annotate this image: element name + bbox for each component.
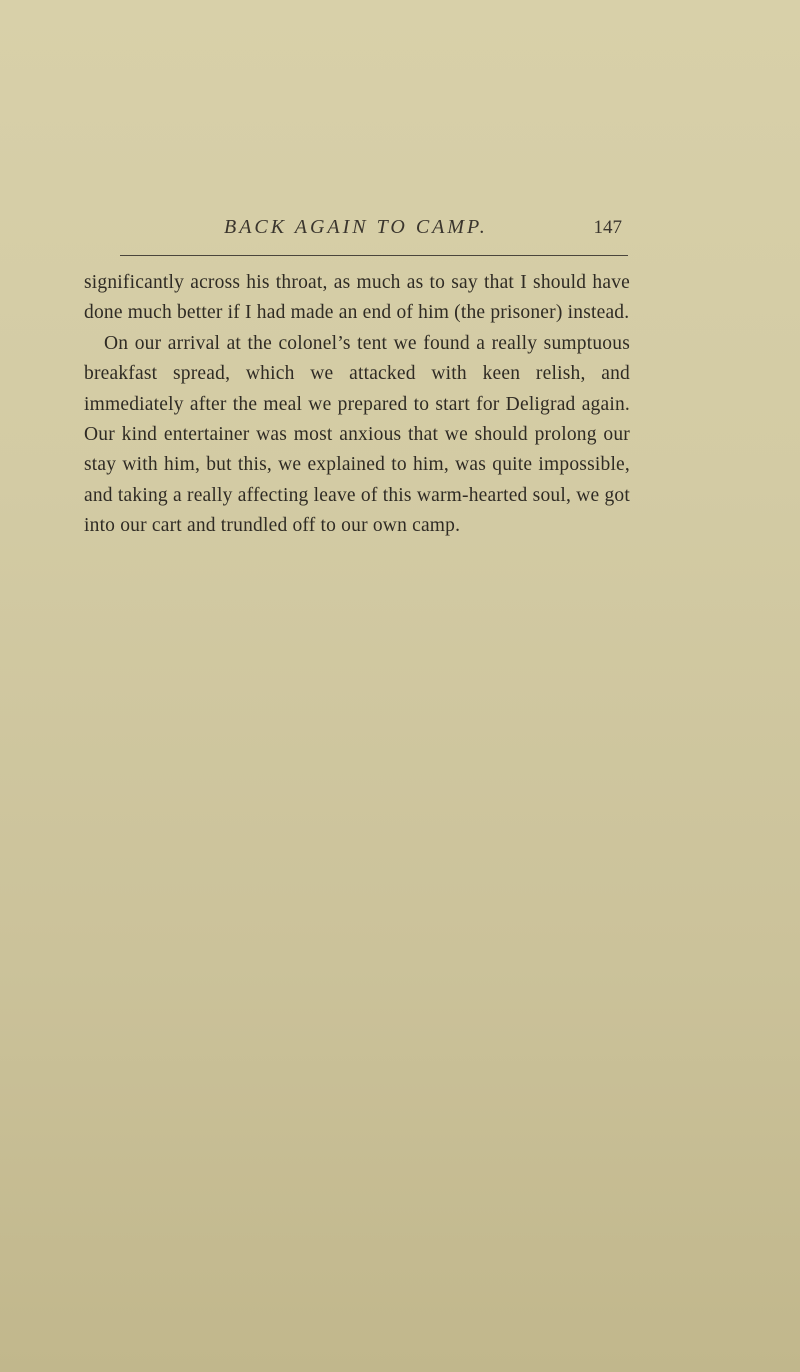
paragraph-continued: significantly across his throat, as much as to say that I should have done much better if I had made an end of him (the prisoner) instead. (84, 272, 630, 324)
page-number: 147 (593, 217, 622, 238)
header-rule (120, 255, 628, 256)
paragraph: On our arrival at the colonel’s tent we found a really sumptuous breakfast spread, which we attacked with keen relish, and immediately after the meal we prepared to start for Deligrad again. Our kind entertainer was most anxious that we should prolong our stay with him, but this, we explained to him, was quite impossible, and taking a really affecting leave of this warm-hearted soul, we got into our cart and trundled off to our own camp. (84, 332, 630, 537)
body-text (84, 268, 630, 542)
running-title: BACK AGAIN TO CAMP. (224, 216, 488, 238)
running-head (224, 216, 634, 256)
